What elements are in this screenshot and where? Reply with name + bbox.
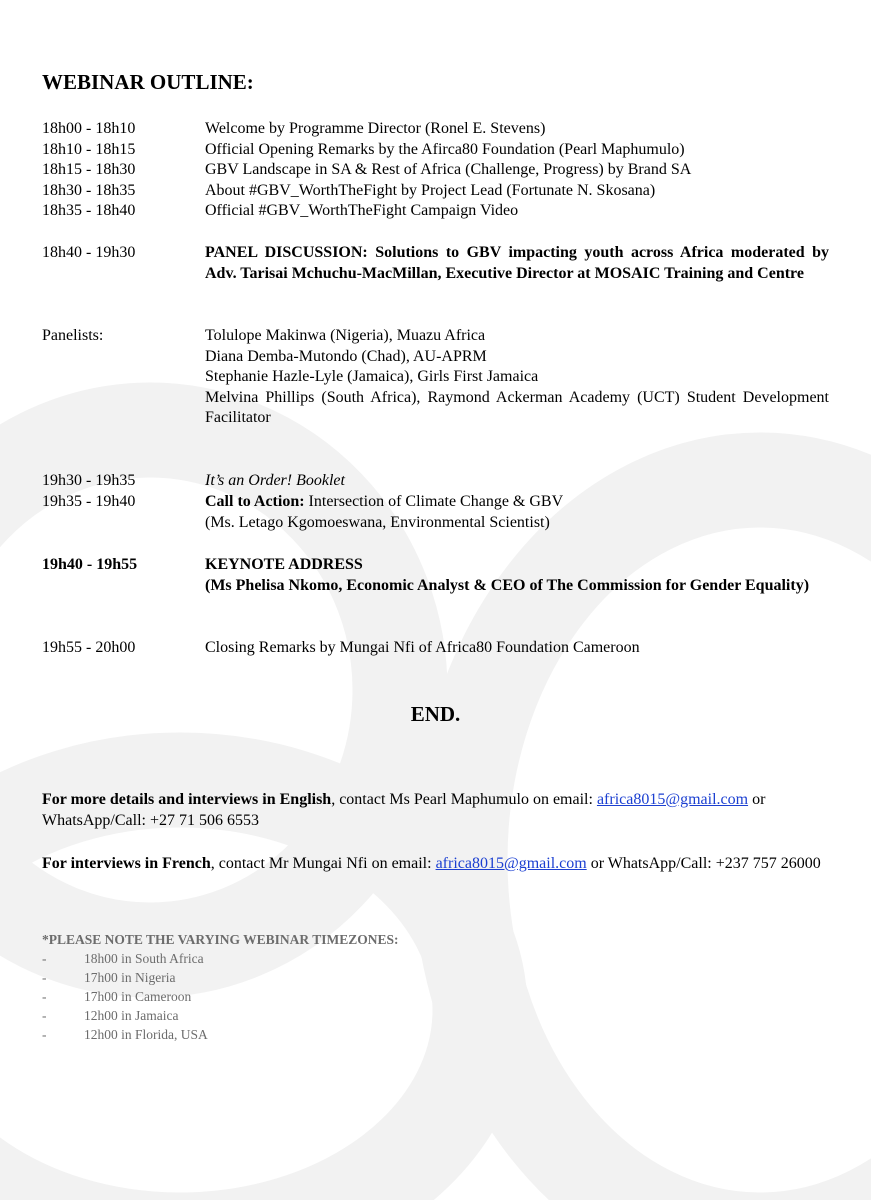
- schedule-desc: Official Opening Remarks by the Afirca80 Foundation (Pearl Maphumulo): [205, 141, 685, 158]
- schedule-time: 18h00 - 18h10: [42, 120, 136, 137]
- keynote-speaker: (Ms Phelisa Nkomo, Economic Analyst & CEO of The Commission for Gender Equality): [205, 576, 810, 594]
- closing-desc: Closing Remarks by Mungai Nfi of Africa80 Foundation Cameroon: [205, 639, 640, 656]
- schedule-desc: GBV Landscape in SA & Rest of Africa (Challenge, Progress) by Brand SA: [205, 161, 692, 178]
- call-to-action-topic: Intersection of Climate Change & GBV: [304, 493, 564, 510]
- timezone-item: - 12h00 in Jamaica: [42, 1006, 399, 1025]
- schedule-time: 19h35 - 19h40: [42, 493, 136, 510]
- contact-english-phone: or WhatsApp/Call: +27 71 506 6553: [42, 791, 766, 829]
- schedule-time: 19h40 - 19h55: [42, 556, 138, 573]
- schedule-time: 18h35 - 18h40: [42, 202, 136, 219]
- timezone-item: - 17h00 in Cameroon: [42, 987, 399, 1006]
- timezones-list: [42, 949, 399, 1044]
- panelist-item: Tolulope Makinwa (Nigeria), Muazu Africa: [205, 327, 486, 344]
- keynote-title: KEYNOTE ADDRESS: [205, 556, 363, 573]
- schedule-time: 18h15 - 18h30: [42, 161, 136, 178]
- timezones-header: *PLEASE NOTE THE VARYING WEBINAR TIMEZONES:: [42, 932, 399, 947]
- contact-french-heading: For interviews in French: [42, 855, 211, 872]
- contact-french: [42, 853, 832, 874]
- contact-french-email-link[interactable]: africa8015@gmail.com: [435, 855, 587, 872]
- page-title: WEBINAR OUTLINE:: [42, 70, 254, 94]
- timezones-note: [42, 930, 399, 1044]
- booklet-desc: It’s an Order! Booklet: [205, 472, 345, 489]
- schedule-time: 18h10 - 18h15: [42, 141, 136, 158]
- schedule-desc: About #GBV_WorthTheFight by Project Lead (Fortunate N. Skosana): [205, 182, 656, 199]
- keynote-desc: [205, 555, 829, 596]
- panel-discussion-desc: PANEL DISCUSSION: Solutions to GBV impacting youth across Africa moderated by Adv. Tarisai Mchuchu-MacMillan, Executive Director at MOSAIC Training and Centre: [205, 244, 829, 282]
- schedule-desc: Official #GBV_WorthTheFight Campaign Video: [205, 202, 519, 219]
- end-heading: END.: [410, 702, 461, 726]
- panelists-label: Panelists:: [42, 327, 104, 344]
- timezone-item: - 18h00 in South Africa: [42, 949, 399, 968]
- panelist-item: Stephanie Hazle-Lyle (Jamaica), Girls First Jamaica: [205, 368, 539, 385]
- panelist-item: Melvina Phillips (South Africa), Raymond Ackerman Academy (UCT) Student Development Facilitator: [205, 388, 829, 426]
- timezone-item: - 17h00 in Nigeria: [42, 968, 399, 987]
- call-to-action-label: Call to Action:: [205, 493, 305, 510]
- contact-english-heading: For more details and interviews in English: [42, 791, 332, 808]
- contact-french-text: , contact Mr Mungai Nfi on email:: [210, 855, 436, 872]
- call-to-action-desc: [205, 492, 829, 533]
- panelists-list: [205, 326, 829, 429]
- contact-french-phone: or WhatsApp/Call: +237 757 26000: [586, 855, 821, 872]
- contact-english-email-link[interactable]: africa8015@gmail.com: [596, 791, 749, 808]
- schedule-time: 19h30 - 19h35: [42, 472, 136, 489]
- schedule-desc: Welcome by Programme Director (Ronel E. Stevens): [205, 120, 546, 137]
- call-to-action-speaker: (Ms. Letago Kgomoeswana, Environmental Scientist): [205, 513, 550, 531]
- schedule-time: 19h55 - 20h00: [42, 639, 136, 656]
- contact-english: [42, 789, 832, 831]
- schedule-time: 18h30 - 18h35: [42, 182, 136, 199]
- schedule-time: 18h40 - 19h30: [42, 244, 136, 261]
- timezone-item: - 12h00 in Florida, USA: [42, 1025, 399, 1044]
- contact-english-text: , contact Ms Pearl Maphumulo on email:: [331, 791, 597, 808]
- panelist-item: Diana Demba-Mutondo (Chad), AU-APRM: [205, 347, 487, 365]
